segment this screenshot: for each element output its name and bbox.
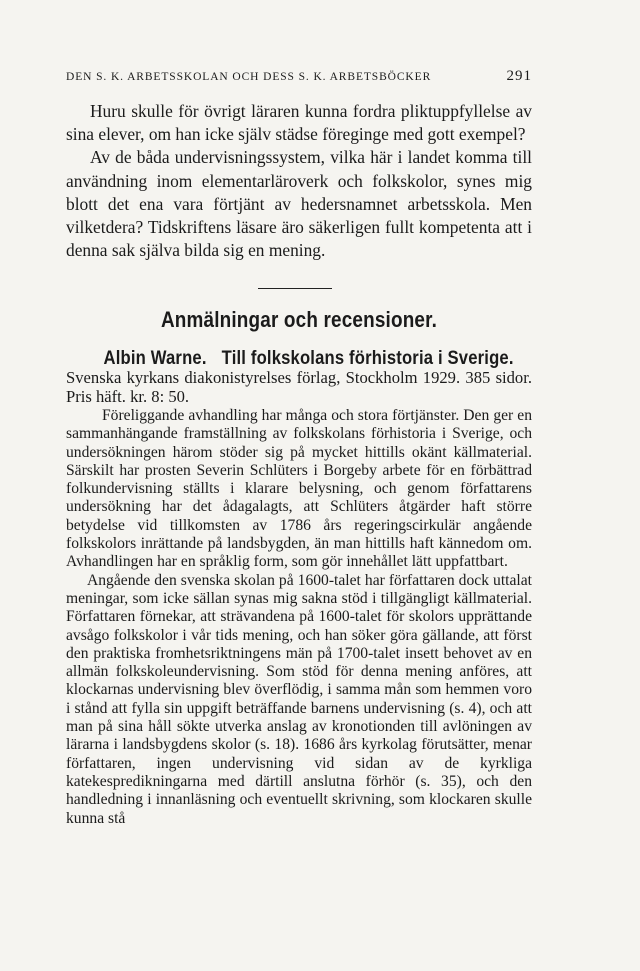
section-divider	[258, 288, 332, 289]
review-book-title: Till folkskolans förhistoria i Sverige.	[221, 347, 514, 369]
publication-info: Svenska kyrkans diakonistyrelses förlag, Stockholm 1929. 385 sidor. Pris häft. kr. 8: 50.	[66, 368, 532, 406]
review-body	[66, 407, 532, 828]
intro-text	[66, 100, 532, 262]
review-paragraph: Föreliggande avhandling har många och stora förtjänster. Den ger en sammanhängande framställning av folkskolans förhistoria i Sverige, och undersökningen härom stöder sig på mycket hittills okänt källmaterial. Särskilt har prosten Severin Schlüters i Borgeby arbete för en förbättrad folkundervisning ställts i klarare belysning, och genom författarens undersökning har det ådagalagts, att Schlüters åtgärder haft större betydelse vid tillkomsten av 1786 års regeringscirkulär angående folkskolors inrättande på landsbygden, än man hittills haft kännedom om. Avhandlingen har en språklig form, som gör innehållet lätt uppfattbart.	[66, 407, 532, 571]
section-heading: Anmälningar och recensioner.	[160, 307, 438, 332]
review-title	[66, 347, 532, 370]
intro-paragraph: Av de båda undervisningssystem, vilka här i landet komma till användning inom elementarläroverk och folkskolor, synes mig blott det ena vara förtjänt av hedersnamnet arbetsskola. Men vilketdera? Tidskriftens läsare äro säkerligen fullt kompetenta att i denna sak själva bilda sig en mening.	[66, 147, 532, 261]
review-paragraph: Angående den svenska skolan på 1600-talet har författaren dock uttalat meningar, som icke sällan synas mig sakna stöd i tillgängligt källmaterial. Författaren förnekar, att strävandena på 1600-talet för skolors upprättande avsågo folkskolor i vår tids mening, och han söker göra gällande, att först den praktiska fromhetsriktningens män på 1700-talet insett behovet av en allmän folkskoleundervisning. Som stöd för denna mening anföres, att klockarnas undervisning blev överflödig, i samma mån som hemmen voro i stånd att fylla sin uppgift beträffande barnens undervisning (s. 4), och att man på sina håll sökte utverka anslag av kronotionden till avlöningen av lärarna i landsbygdens skolor (s. 18). 1686 års kyrkolag förutsätter, menar författaren, ingen undervisning vid sidan av de kyrkliga katekespredikningarna med därtill anslutna förhör (s. 35), och den handledning i innanläsning och eventuellt skrivning, som klockaren skulle kunna stå	[66, 571, 532, 827]
review-author: Albin Warne.	[103, 347, 207, 369]
running-head	[66, 68, 532, 85]
intro-paragraph: Huru skulle för övrigt läraren kunna fordra pliktuppfyllelse av sina elever, om han icke själv städse föreginge med gott exempel?	[66, 101, 532, 145]
running-head-title: DEN S. K. ARBETSSKOLAN OCH DESS S. K. ARBETSBÖCKER	[66, 71, 432, 83]
page-number: 291	[506, 68, 532, 84]
